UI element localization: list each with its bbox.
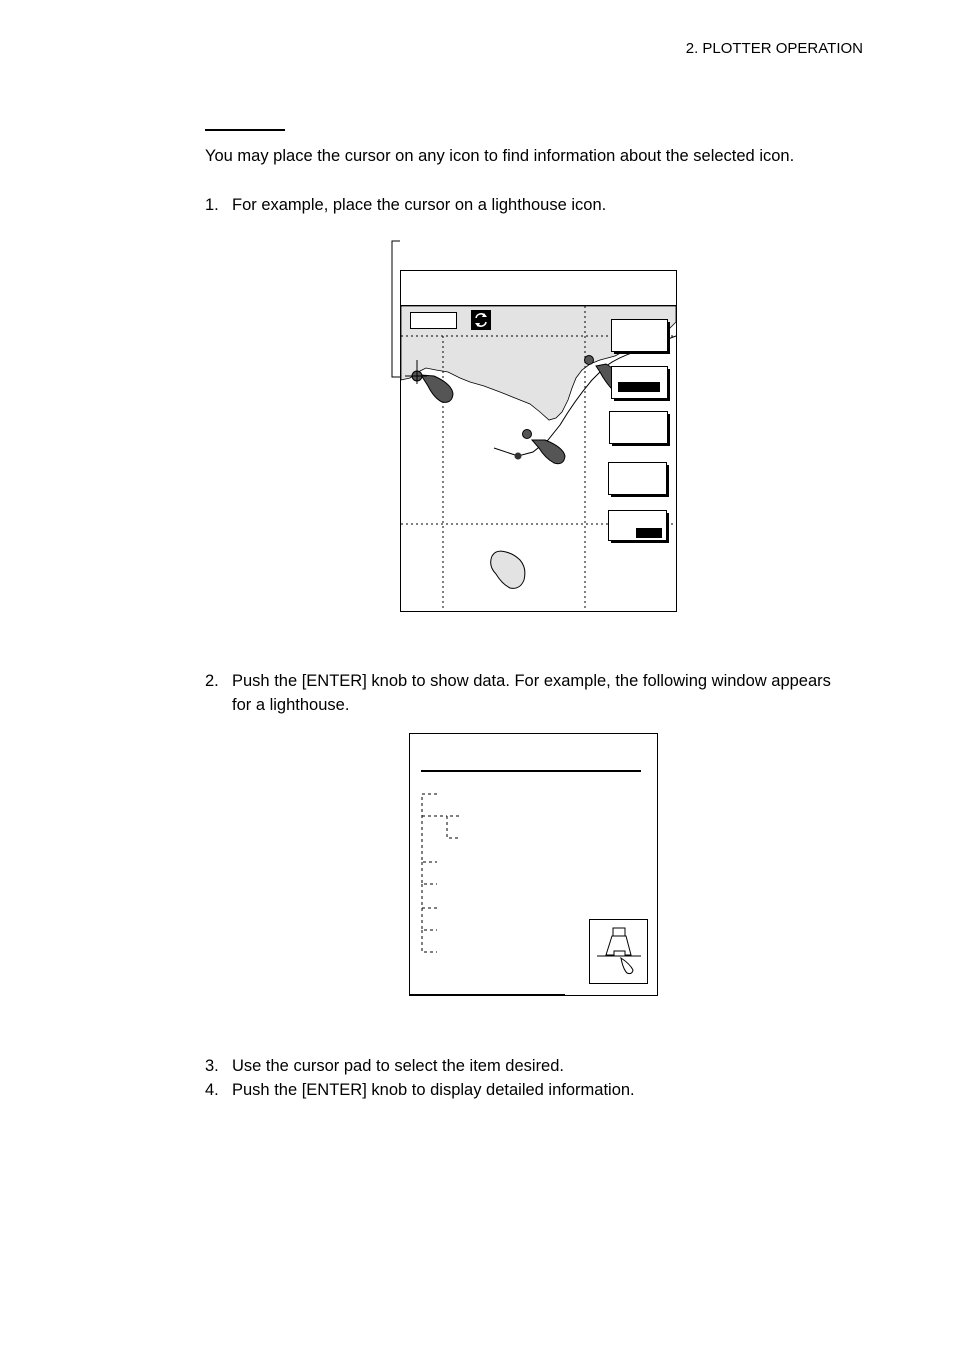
step-number: 1. — [205, 196, 219, 214]
section-header: 2. PLOTTER OPERATION — [685, 40, 863, 57]
softkey-1[interactable] — [612, 320, 671, 355]
intro-paragraph: You may place the cursor on any icon to find information about the selected icon. — [205, 147, 795, 165]
lighthouse-symbol-icon — [590, 920, 648, 984]
step-text: For example, place the cursor on a lighthouse icon. — [232, 196, 607, 214]
softkey-2[interactable] — [612, 367, 671, 402]
step-number: 3. — [205, 1057, 219, 1075]
rotate-icon — [471, 310, 491, 330]
step-number: 2. — [205, 672, 219, 690]
data-window-figure — [410, 734, 658, 996]
step-text: Use the cursor pad to select the item desired. — [232, 1057, 564, 1075]
softkey-indicator — [636, 528, 662, 538]
plotter-screen-figure — [392, 241, 677, 612]
step-text: Push the [ENTER] knob to show data. For example, the following window appears for a lighthouse. — [232, 672, 831, 714]
range-box — [411, 313, 457, 329]
step-number: 4. — [205, 1081, 219, 1099]
step-text: Push the [ENTER] knob to display detailed information. — [232, 1081, 635, 1099]
softkey-3[interactable] — [610, 412, 671, 447]
softkey-indicator — [618, 382, 660, 392]
softkey-4[interactable] — [609, 463, 670, 498]
softkey-5[interactable] — [609, 511, 670, 544]
